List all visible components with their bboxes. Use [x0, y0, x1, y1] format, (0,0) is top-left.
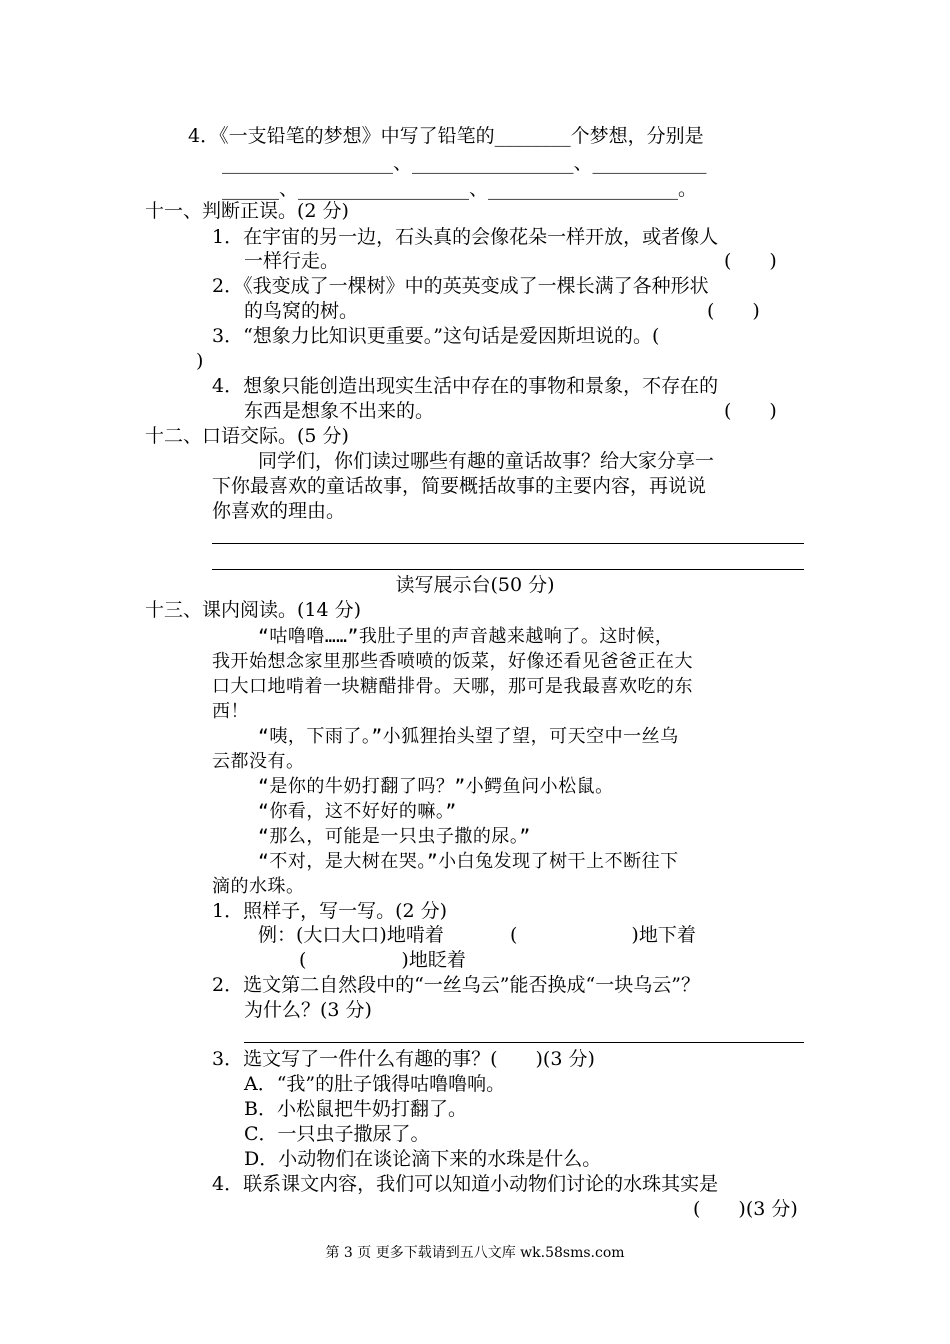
sec13-q1-blank1[interactable]: ( )地下着 [510, 924, 696, 946]
q4-line1: 4．《一支铅笔的梦想》中写了铅笔的________个梦想，分别是 [188, 125, 704, 147]
sec12-para-line1: 同学们，你们读过哪些有趣的童话故事？给大家分享一 [258, 450, 715, 472]
reading-line: 滴的水珠。 [212, 876, 305, 897]
sec12-para-line3: 你喜欢的理由。 [212, 500, 346, 522]
page-footer: 第 3 页 更多下载请到五八文库 wk.58sms.com [325, 1245, 625, 1261]
q4-line2: __________________、_________________、____________ [222, 152, 707, 174]
reading-line: 口大口地啃着一块糖醋排骨。天哪，那可是我最喜欢吃的东 [212, 676, 693, 697]
sec11-item2-b: 的鸟窝的树。 [244, 300, 359, 322]
section-11-title: 十一、判断正误。(2 分) [145, 200, 349, 222]
sec11-item4-b: 东西是想象不出来的。 [244, 400, 435, 422]
sec11-item4-answer-box[interactable]: ( ) [724, 400, 777, 422]
answer-line[interactable] [244, 1042, 804, 1043]
reading-line: “咦，下雨了。”小狐狸抬头望了望，可天空中一丝乌 [258, 726, 679, 747]
sec13-q3-option-b[interactable]: B．小松鼠把牛奶打翻了。 [244, 1098, 467, 1120]
sec11-item1-b: 一样行走。 [244, 250, 340, 272]
sec11-item3-b: ) [196, 350, 204, 372]
reading-line: “不对，是大树在哭。”小白兔发现了树干上不断往下 [258, 851, 679, 872]
reading-line: “那么，可能是一只虫子撒的尿。” [258, 826, 531, 847]
reading-line: 我开始想念家里那些香喷喷的饭菜，好像还看见爸爸正在大 [212, 651, 693, 672]
sec12-para-line2: 下你最喜欢的童话故事，简要概括故事的主要内容，再说说 [212, 475, 707, 497]
reading-line: 西！ [212, 701, 249, 722]
sec13-q1: 1．照样子，写一写。(2 分) [212, 900, 448, 922]
sec13-q2-a: 2．选文第二自然段中的“一丝乌云”能否换成“一块乌云”？ [212, 974, 700, 996]
reading-line: “咕噜噜……”我肚子里的声音越来越响了。这时候， [258, 626, 674, 647]
sec13-q3-option-a[interactable]: A．“我”的肚子饿得咕噜噜响。 [244, 1073, 506, 1095]
q4-line3: ______、__________________、____________________。 [222, 178, 698, 200]
section-banner: 读写展示台(50 分) [395, 574, 555, 596]
sec11-item2-answer-box[interactable]: ( ) [707, 300, 760, 322]
sec13-q2-b: 为什么？(3 分) [244, 999, 372, 1021]
sec13-q1-example: 例：(大口大口)地啃着 [258, 924, 444, 946]
answer-line[interactable] [212, 543, 804, 544]
sec13-q3-option-d[interactable]: D．小动物们在谈论滴下来的水珠是什么。 [244, 1148, 602, 1170]
sec13-q1-blank2[interactable]: ( )地眨着 [299, 949, 466, 971]
reading-line: 云都没有。 [212, 751, 305, 772]
sec13-q3-option-c[interactable]: C．一只虫子撒尿了。 [244, 1123, 430, 1145]
sec11-item2-a: 2．《我变成了一棵树》中的英英变成了一棵长满了各种形状 [212, 275, 709, 297]
sec13-q4: 4．联系课文内容，我们可以知道小动物们讨论的水珠其实是 [212, 1173, 719, 1195]
sec11-item4-a: 4．想象只能创造出现实生活中存在的事物和景象，不存在的 [212, 375, 719, 397]
reading-line: “你看，这不好好的嘛。” [258, 801, 457, 822]
section-13-title: 十三、课内阅读。(14 分) [145, 599, 362, 621]
sec13-q3: 3．选文写了一件什么有趣的事？( )(3 分) [212, 1048, 595, 1070]
sec11-item3-a: 3．“想象力比知识更重要。”这句话是爱因斯坦说的。( [212, 325, 660, 347]
sec11-item1-answer-box[interactable]: ( ) [724, 250, 777, 272]
reading-line: “是你的牛奶打翻了吗？”小鳄鱼问小松鼠。 [258, 776, 614, 797]
sec11-item1-a: 1．在宇宙的另一边，石头真的会像花朵一样开放，或者像人 [212, 226, 719, 248]
sec13-q4-answer-box[interactable]: ( )(3 分) [693, 1198, 798, 1220]
section-12-title: 十二、口语交际。(5 分) [145, 425, 349, 447]
answer-line[interactable] [212, 569, 804, 570]
